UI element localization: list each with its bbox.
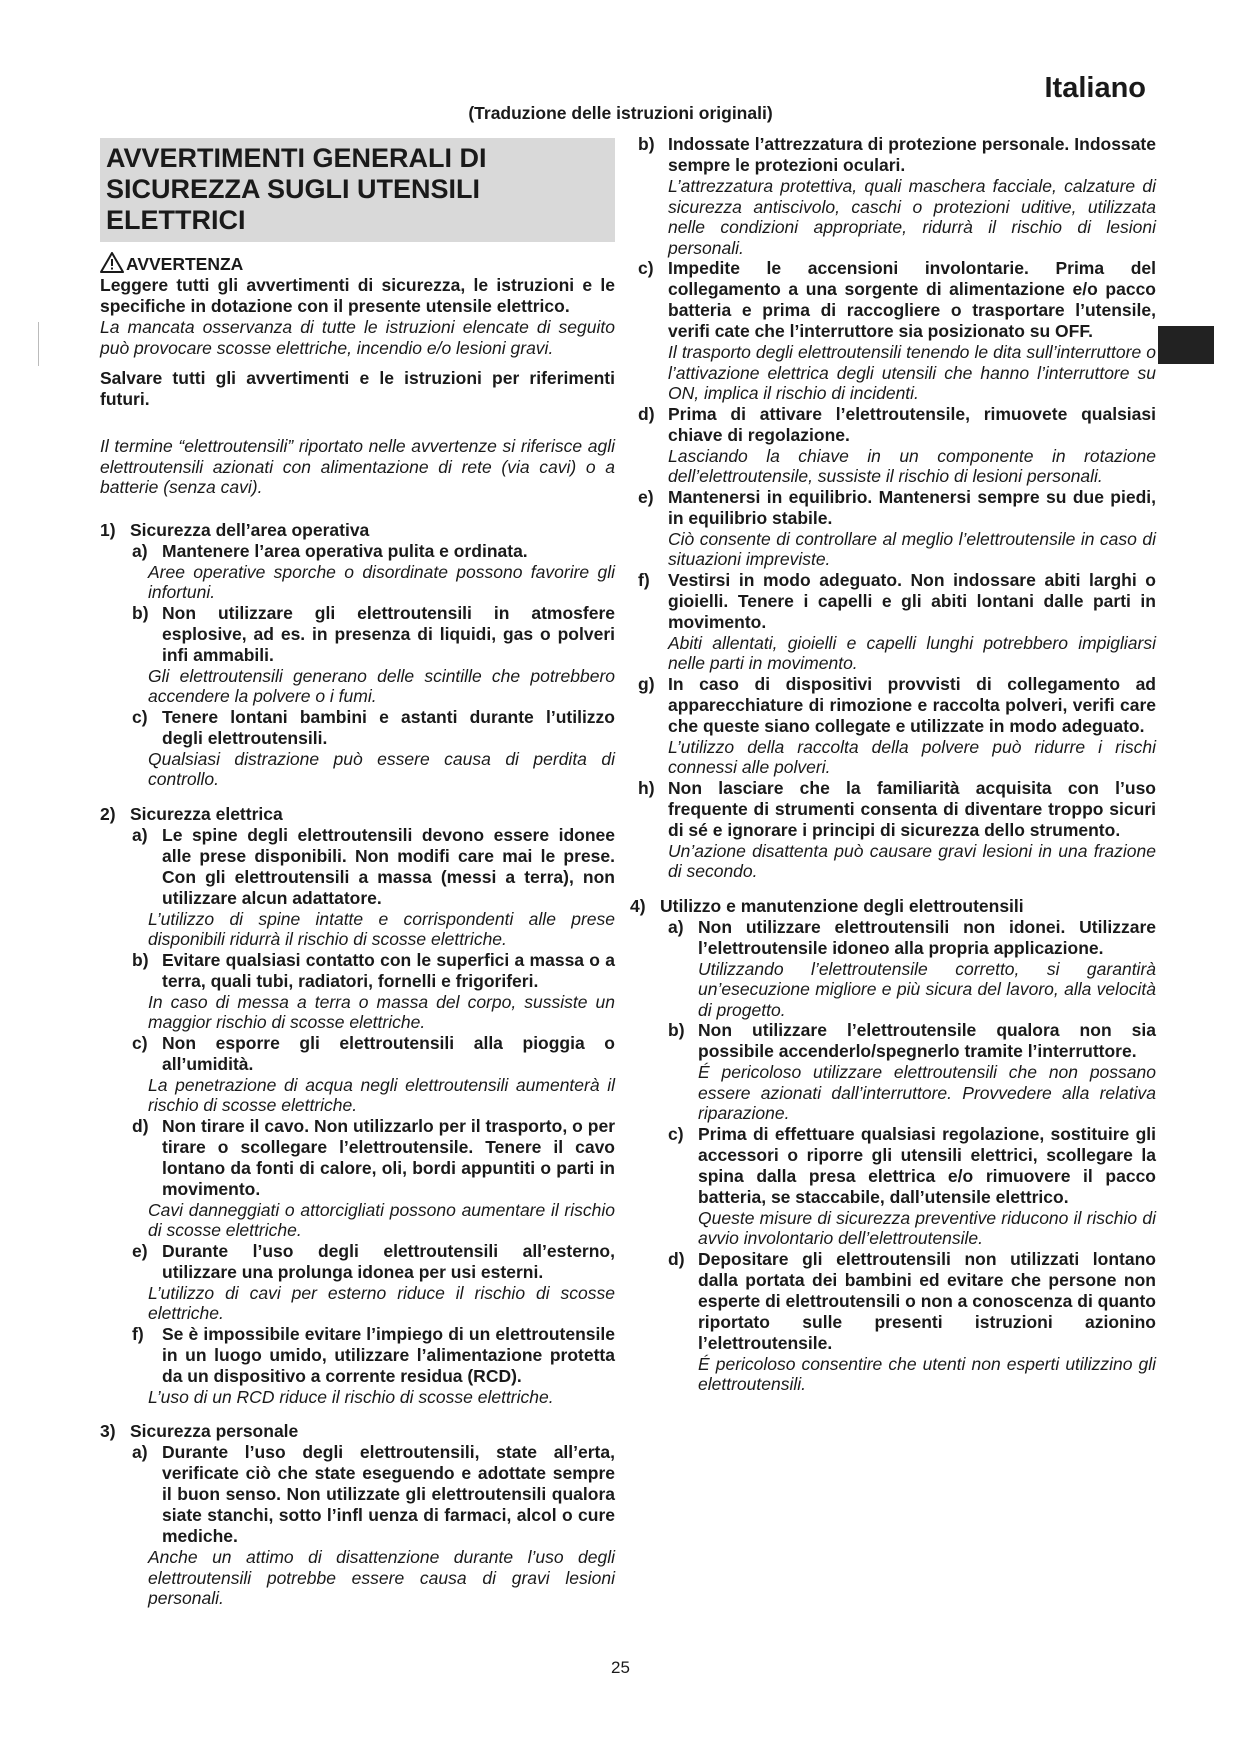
list-item: [636, 487, 1156, 570]
right-items: [636, 134, 1156, 882]
item-bold-text: Mantenere l’area operativa pulita e ordinata.: [162, 540, 528, 561]
item-italic-text: Un’azione disattenta può causare gravi lesioni in una frazione di secondo.: [668, 840, 1156, 881]
item-italic-text: Lasciando la chiave in un componente in rotazione dell’elettroutensile, sussiste il rischio di lesioni personali.: [668, 445, 1156, 486]
item-italic-text: É pericoloso consentire che utenti non esperti utilizzino gli elettroutensili.: [698, 1353, 1156, 1394]
item-label: e): [638, 486, 654, 507]
item-italic-text: L’uso di un RCD riduce il rischio di scosse elettriche.: [148, 1386, 554, 1407]
item-label: d): [132, 1115, 149, 1136]
item-bold-text: Non utilizzare l’elettroutensile qualora non sia possibile accenderlo/spegnerlo tramite l’interruttore.: [698, 1020, 1156, 1061]
section-heading-1: 1) Sicurezza dell’area operativa: [100, 519, 370, 540]
section4-items: [636, 917, 1156, 1395]
item-italic-text: É pericoloso utilizzare elettroutensili che non possano essere azionati dall’interruttore. Provvedere alla relativa riparazione.: [698, 1062, 1156, 1123]
language-label: Italiano: [1044, 72, 1146, 104]
list-item: [636, 778, 1156, 882]
list-item: [100, 603, 615, 707]
list-item: [636, 134, 1156, 258]
list-item: [100, 707, 615, 790]
save-instructions-text: Salvare tutti gli avvertimenti e le istruzioni per riferimenti futuri.: [100, 368, 615, 409]
section-heading-4: 4) Utilizzo e manutenzione degli elettroutensili: [630, 895, 1024, 916]
item-bold-text: Non esporre gli elettroutensili alla pioggia o all’umidità.: [162, 1032, 615, 1074]
item-italic-text: Abiti allentati, gioielli e capelli lunghi potrebbero impigliarsi nelle parti in movimento.: [668, 632, 1156, 673]
item-italic-text: Ciò consente di controllare al meglio l’elettroutensile in caso di situazioni impreviste.: [668, 528, 1156, 569]
item-label: a): [132, 1442, 148, 1462]
item-label: d): [638, 403, 655, 424]
item-label: b): [668, 1020, 685, 1040]
term-definition-text: Il termine “elettroutensili” riportato nelle avvertenze si riferisce agli elettroutensili azionati con alimentazione di rete (via cavi) o a batterie (senza cavi).: [100, 436, 615, 497]
item-bold-text: Depositare gli elettroutensili non utilizzati lontano dalla portata dei bambini ed evitare che persone non esperte di elettroutensili o non a conoscenza di quanto riportato sulle presenti istruzioni azionino l’elettroutensile.: [698, 1248, 1156, 1353]
item-italic-text: L’utilizzo della raccolta della polvere può ridurre i rischi connessi alle polveri.: [668, 736, 1156, 777]
item-bold-text: Non tirare il cavo. Non utilizzarlo per il trasporto, o per tirare o scollegare l’elettroutensile. Tenere il cavo lontano da fonti di calore, oli, bordi appuntiti o parti in movimento.: [162, 1115, 615, 1199]
item-label: a): [668, 916, 684, 937]
list-item: [636, 1249, 1156, 1395]
item-bold-text: Non utilizzare gli elettroutensili in atmosfere esplosive, ad es. in presenza di liquidi, gas o polveri infi ammabili.: [162, 602, 615, 665]
item-label: g): [638, 673, 655, 694]
item-bold-text: Prima di attivare l’elettroutensile, rimuovete qualsiasi chiave di regolazione.: [668, 403, 1156, 445]
item-label: a): [132, 824, 148, 845]
left-sections: [100, 520, 615, 1609]
warning-italic-text: La mancata osservanza di tutte le istruzioni elencate di seguito può provocare scosse elettriche, incendio e/o lesioni gravi.: [100, 317, 615, 358]
item-italic-text: Gli elettroutensili generano delle scintille che potrebbero accendere la polvere o i fumi.: [148, 665, 615, 706]
item-bold-text: In caso di dispositivi provvisti di collegamento ad apparecchiature di rimozione e raccolta polveri, verifi care che queste siano collegate e utilizzate in modo adeguato.: [668, 673, 1156, 736]
list-item: [100, 1116, 615, 1241]
item-bold-text: Indossate l’attrezzatura di protezione personale. Indossate sempre le protezioni oculari.: [668, 134, 1156, 175]
list-item: [100, 1442, 615, 1609]
list-item: [636, 917, 1156, 1021]
item-label: a): [132, 540, 148, 561]
item-label: b): [132, 949, 149, 970]
item-bold-text: Tenere lontani bambini e astanti durante l’utilizzo degli elettroutensili.: [162, 706, 615, 748]
list-item: [636, 404, 1156, 487]
warning-label: AVVERTENZA: [126, 254, 244, 274]
item-label: d): [668, 1248, 685, 1269]
item-label: f): [132, 1323, 144, 1344]
item-italic-text: L’utilizzo di spine intatte e corrispondenti alle prese disponibili ridurrà il rischio di scosse elettriche.: [148, 908, 615, 949]
section-heading-2: 2) Sicurezza elettrica: [100, 803, 283, 824]
subtitle: (Traduzione delle istruzioni originali): [468, 103, 773, 123]
item-italic-text: Il trasporto degli elettroutensili tenendo le dita sull’interruttore o l’attivazione elettrica degli utensili che hanno l’interruttore su ON, implica il rischio di incidenti.: [668, 342, 1156, 403]
item-bold-text: Impedite le accensioni involontarie. Prima del collegamento a una sorgente di alimentazione e/o pacco batteria e prima di raccogliere o trasportare l’utensile, verifi cate che l’interruttore sia posizionato su OFF.: [668, 258, 1156, 341]
list-item: [636, 674, 1156, 778]
page-number: 25: [611, 1658, 630, 1677]
list-item: [100, 950, 615, 1033]
item-label: b): [132, 602, 149, 623]
item-bold-text: Non lasciare che la familiarità acquisita con l’uso frequente di strumenti consenta di diventare troppo sicuri di sé e ignorare i principi di sicurezza dello strumento.: [668, 777, 1156, 840]
item-label: e): [132, 1240, 148, 1261]
list-item: [100, 1241, 615, 1324]
item-bold-text: Mantenersi in equilibrio. Mantenersi sempre su due piedi, in equilibrio stabile.: [668, 486, 1156, 528]
item-italic-text: In caso di messa a terra o massa del corpo, sussiste un maggior rischio di scosse elettriche.: [148, 991, 615, 1032]
item-label: c): [132, 1032, 148, 1053]
list-item: [100, 541, 615, 603]
list-item: [636, 570, 1156, 674]
item-bold-text: Durante l’uso degli elettroutensili, state all’erta, verificate ciò che state eseguendo e adottate sempre il buon senso. Non utilizzate gli elettroutensili qualora siate stanchi, sotto l’infl uenza di farmaci, alcol o cure mediche.: [162, 1442, 615, 1546]
list-item: [636, 1124, 1156, 1249]
warning-triangle-icon: [100, 252, 124, 273]
item-italic-text: Cavi danneggiati o attorcigliati possono aumentare il rischio di scosse elettriche.: [148, 1199, 615, 1240]
item-bold-text: Le spine degli elettroutensili devono essere idonee alle prese disponibili. Non modifi care mai le prese. Con gli elettroutensili a massa (messi a terra), non utilizzare alcun adattatore.: [162, 824, 615, 908]
item-label: h): [638, 777, 655, 798]
item-bold-text: Durante l’uso degli elettroutensili all’esterno, utilizzare una prolunga idonea per usi esterni.: [162, 1240, 615, 1282]
item-label: c): [132, 706, 148, 727]
item-label: b): [638, 134, 655, 154]
margin-rule: [38, 322, 39, 366]
list-item: [636, 1020, 1156, 1124]
item-label: c): [668, 1123, 684, 1144]
list-item: [636, 258, 1156, 404]
section-heading-3: 3) Sicurezza personale: [100, 1421, 299, 1441]
item-bold-text: Vestirsi in modo adeguato. Non indossare abiti larghi o gioielli. Tenere i capelli e gli abiti lontani dalle parti in movimento.: [668, 569, 1156, 632]
section-title: AVVERTIMENTI GENERALI DI SICUREZZA SUGLI UTENSILI ELETTRICI: [100, 138, 615, 242]
item-bold-text: Evitare qualsiasi contatto con le superfici a massa o a terra, quali tubi, radiatori, fornelli e frigoriferi.: [162, 949, 615, 991]
item-italic-text: La penetrazione di acqua negli elettroutensili aumenterà il rischio di scosse elettriche.: [148, 1074, 615, 1115]
item-label: c): [638, 258, 654, 278]
left-column: [100, 138, 615, 1609]
right-column: [630, 134, 1156, 1395]
item-italic-text: L’attrezzatura protettiva, quali maschera facciale, calzature di sicurezza antiscivolo, caschi o protezioni uditive, utilizzata nelle condizioni appropriate, ridurrà il rischio di lesioni personali.: [668, 176, 1156, 258]
item-italic-text: Queste misure di sicurezza preventive riducono il rischio di avvio involontario dell’elettroutensile.: [698, 1207, 1156, 1248]
item-italic-text: L’utilizzo di cavi per esterno riduce il rischio di scosse elettriche.: [148, 1282, 615, 1323]
section-tab-marker: [1158, 326, 1214, 364]
warning-bold-text: Leggere tutti gli avvertimenti di sicurezza, le istruzioni e le specifiche in dotazione con il presente utensile elettrico.: [100, 275, 615, 316]
list-item: [100, 825, 615, 950]
warning-heading: [100, 252, 615, 275]
item-bold-text: Non utilizzare elettroutensili non idonei. Utilizzare l’elettroutensile idoneo alla propria applicazione.: [698, 916, 1156, 958]
list-item: [100, 1033, 615, 1116]
item-bold-text: Prima di effettuare qualsiasi regolazione, sostituire gli accessori o riporre gli utensili elettrici, scollegare la spina dalla presa elettrica e/o rimuovere il pacco batteria, se staccabile, dall’utensile elettrico.: [698, 1123, 1156, 1207]
item-italic-text: Aree operative sporche o disordinate possono favorire gli infortuni.: [148, 561, 615, 602]
item-label: f): [638, 569, 650, 590]
item-italic-text: Qualsiasi distrazione può essere causa di perdita di controllo.: [148, 748, 615, 789]
list-item: [100, 1324, 615, 1408]
item-italic-text: Utilizzando l’elettroutensile corretto, si garantirà un’esecuzione migliore e più sicura del lavoro, alla velocità di progetto.: [698, 958, 1156, 1020]
item-italic-text: Anche un attimo di disattenzione durante l’uso degli elettroutensili potrebbe essere causa di gravi lesioni personali.: [148, 1547, 615, 1608]
item-bold-text: Se è impossibile evitare l’impiego di un elettroutensile in un luogo umido, utilizzare l’alimentazione protetta da un dispositivo a corrente residua (RCD).: [162, 1323, 615, 1386]
